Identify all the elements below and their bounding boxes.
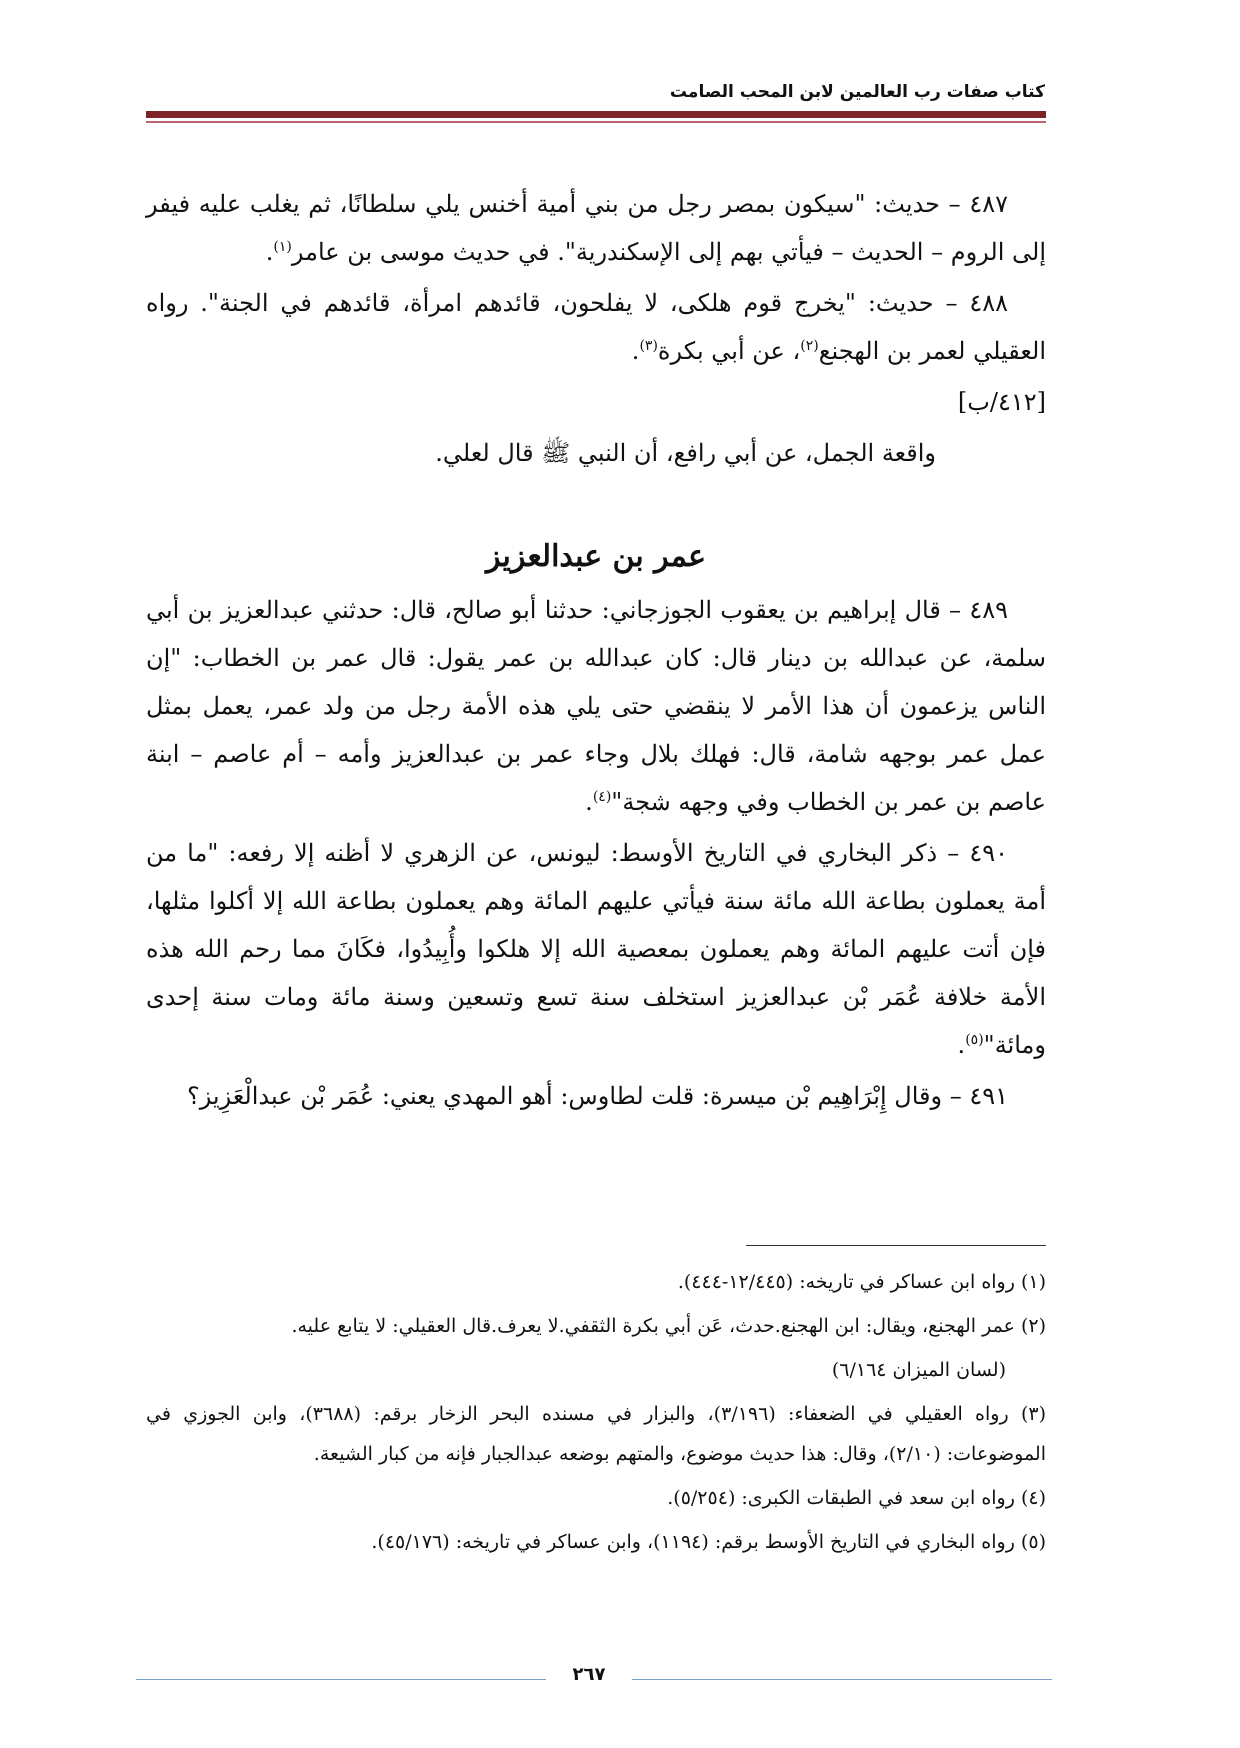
footnotes (146, 1262, 1046, 1566)
folio-marker: [٤١٢/ب] (957, 388, 1046, 416)
header-rule (146, 111, 1046, 118)
hadith-487-text: ٤٨٧ – حديث: "سيكون بمصر رجل من بني أمية أخنس يلي سلطانًا، ثم يغلب عليه فيفر إلى الروم – الحديث – فيأتي بهم إلى الإسكندرية". في حديث موسى بن عامر (146, 190, 1046, 266)
main-text (146, 180, 1046, 1123)
footer-rule-right (632, 1679, 1052, 1680)
section-heading: عمر بن عبدالعزيز (486, 539, 706, 574)
footnote-ref-4: (٤) (592, 789, 612, 805)
hadith-487 (146, 180, 1046, 276)
footnote-separator (746, 1245, 1046, 1246)
hadith-489-text: ٤٨٩ – قال إبراهيم بن يعقوب الجوزجاني: حدثنا أبو صالح، قال: حدثني عبدالعزيز بن أبي سلمة، عن عبدالله بن دينار قال: كان عبدالله بن عمر يقول: قال عمر بن الخطاب: "إن الناس يزعمون أن هذا الأمر لا ينقضي حتى يلي هذه الأمة رجل من ولد عمر، يعمل بمثل عمل عمر بوجهه شامة، قال: فهلك بلال وجاء عمر بن عبدالعزيز وأمه – أم عاصم – ابنة عاصم بن عمر بن الخطاب وفي وجهه شجة" (146, 596, 1046, 816)
waqia-line: واقعة الجمل، عن أبي رافع، أن النبي ﷺ قال لعلي. (435, 439, 936, 467)
hadith-489 (146, 586, 1046, 826)
footnote-1: (١) رواه ابن عساكر في تاريخه: (١٢/٤٤٥-٤٤٤). (677, 1271, 1046, 1293)
page-number: ٢٦٧ (572, 1664, 606, 1685)
footnote-4: (٤) رواه ابن سعد في الطبقات الكبرى: (٥/٢٥٤). (667, 1487, 1046, 1509)
section-gap (146, 480, 1046, 532)
hadith-488-text: ٤٨٨ – حديث: "يخرج قوم هلكى، لا يفلحون، قائدهم امرأة، قائدهم في الجنة". رواه العقيلي لعمر بن الهجنع (146, 289, 1046, 365)
footnote-ref-3: (٣) (639, 338, 658, 354)
footer-rule-left (136, 1679, 546, 1680)
hadith-489-end: . (585, 788, 593, 816)
footnote-5: (٥) رواه البخاري في التاريخ الأوسط برقم: (١١٩٤)، وابن عساكر في تاريخه: (٤٥/١٧٦). (371, 1531, 1046, 1553)
hadith-488 (146, 279, 1046, 375)
hadith-490-text: ٤٩٠ – ذكر البخاري في التاريخ الأوسط: ليونس، عن الزهري لا أظنه إلا رفعه: "ما من أمة يعملون بطاعة الله مائة سنة فيأتي عليهم المائة وهم يعملون بطاعة الله إلا أكلوا مثلها، فإن أتت عليهم المائة وهم يعملون بمعصية الله إلا هلكوا وأُبِيدُوا، فكَانَ مما رحم الله هذه الأمة خلافة عُمَر بْن عبدالعزيز استخلف سنة تسع وتسعين وسنة مائة ومات سنة إحدى ومائة" (146, 839, 1047, 1059)
footnote-2: (٢) عمر الهجنع، ويقال: ابن الهجنع.حدث، عَن أبي بكرة الثقفي.لا يعرف.قال العقيلي: لا يتابع عليه. (291, 1315, 1046, 1337)
footnote-ref-2: (٢) (800, 338, 819, 354)
footnote-3: (٣) رواه العقيلي في الضعفاء: (٣/١٩٦)، والبزار في مسنده البحر الزخار برقم: (٣٦٨٨)، وابن الجوزي في الموضوعات: (٢/١٠)، وقال: هذا حديث موضوع، والمتهم بوضعه عبدالجبار فإنه من كبار الشيعة. (146, 1403, 1046, 1465)
footnote-2-continuation: (لسان الميزان ٦/١٦٤) (831, 1359, 1006, 1381)
hadith-490-end: . (957, 1031, 966, 1059)
hadith-491: ٤٩١ – وقال إِبْرَاهِيم بْن ميسرة: قلت لطاوس: أهو المهدي يعني: عُمَر بْن عبدالْعَزِيز؟ (186, 1082, 1008, 1110)
header-rule-thin (146, 121, 1046, 123)
running-header-title: كتاب صفات رب العالمين لابن المحب الصامت (669, 82, 1045, 102)
hadith-488-end: . (631, 337, 640, 365)
hadith-487-end: . (265, 238, 274, 266)
footnote-ref-1: (١) (273, 239, 292, 255)
hadith-488-mid: ، عن أبي بكرة (657, 337, 801, 365)
footnote-ref-5: (٥) (965, 1032, 984, 1048)
hadith-490 (146, 829, 1046, 1069)
